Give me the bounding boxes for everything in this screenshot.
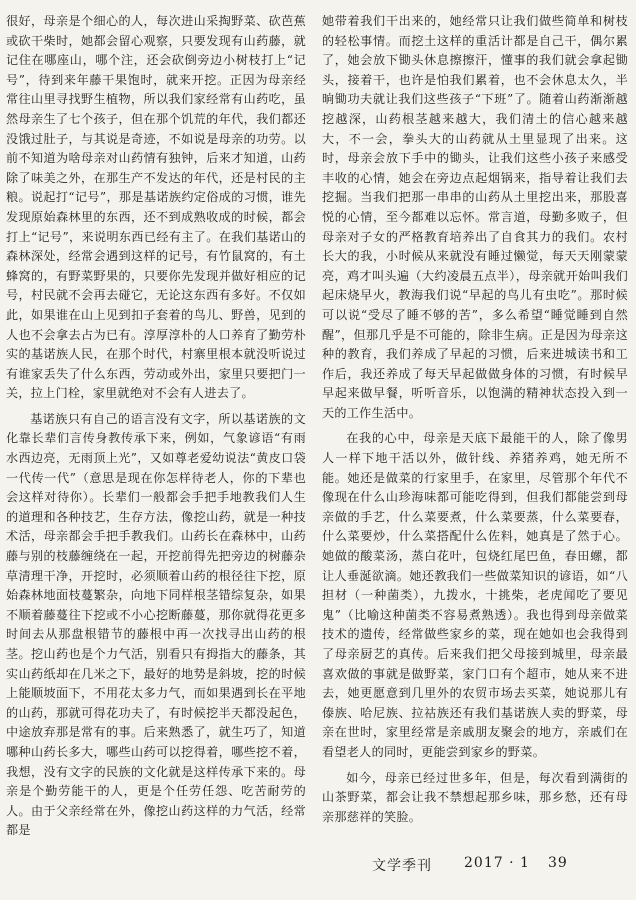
page-footer <box>372 853 612 877</box>
page-number: 39 <box>548 855 568 871</box>
paragraph: 基诺族只有自己的语言没有文字，所以基诺族的文化靠长辈们言传身教传承下来，例如，气象谚语“有雨水西边亮，无雨顶上光”，又如尊老爱幼说法“黄皮口袋一代传一代”（意思是现在你怎样待老人，你的下辈也会这样对待你）。长辈们一般都会手把手地教我们人生的道理和各种技艺，生存方法，像挖山药，就是一种技术活，母亲都会手把手教我们。山药长在森林中，山药藤与别的枝藤缠绕在一起，开挖前得先把旁边的树藤杂草清理干净，开挖时，必须顺着山药的根径往下挖，原始森林地面枝蔓繁杂，向地下同样根茎错综复杂，如果不顺着藤蔓往下挖或不小心挖断藤蔓，那你就得花更多时间去从那盘根错节的藤根中再一次找寻出山药的根茎。挖山药也是个力气活，别看只有拇指大的藤条，其实山药纸却在几米之下，最好的地势是斜坡，挖的时候上能顺坡面下，不用花太多力气，而如果遇到长在平地的山药，那就可得花功夫了，有时候挖半天都没起色，中途放弃那是常有的事。后来熟悉了，就生巧了，知道哪种山药长多大，哪些山药可以挖得着，哪些挖不着，我想，没有文字的民族的文化就是这样传承下来的。母亲是个勤劳能干的人，更是个任劳任怨、吃苦耐劳的人。由于父亲经常在外，像挖山药这样的力气活，经常都是 <box>6 411 306 838</box>
magazine-name: 文学季刊 <box>372 858 432 874</box>
left-column <box>6 12 306 841</box>
paragraph: 她带着我们干出来的，她经常只让我们做些简单和树枝的轻松事情。而挖土这样的重活计都是自己干，偶尔累了，她会放下锄头休息擦擦汗，懂事的我们就会拿起锄头，接着干，也许是怕我们累着，也不会休息太久，半晌锄功夫就让我们这些孩子“下班”了。随着山药渐渐越挖越深，山药根茎越来越大，我们清土的信心越来越大，不一会，拳头大的山药就从土里显现了出来。这时，母亲会放下手中的锄头，让我们这些小孩子来感受丰收的心情，她会在旁边点起烟锅来，指导着让我们去挖掘。当我们把那一串串的山药从土里挖出来，那股喜悦的心情，至今都难以忘怀。常言道，母勤多败子，但母亲对子女的严格教育培养出了自食其力的我们。农村长大的我，小时候从来就没有睡过懒觉，每天天刚蒙蒙亮，鸡才叫头遍（大约凌晨五点半），母亲就开始叫我们起床烧早火，教海我们说“早起的鸟儿有虫吃”。那时候可以说“受尽了睡不够的苦”，多么希望“睡觉睡到自然醒”，但那几乎是不可能的，除非生病。正是因为母亲这种的教育，我们养成了早起的习惯，后来进城读书和工作后，我还养成了每天早起做做身体的习惯，有时候早早起来做早餐，听听音乐，以饱满的精神状态投入到一天的工作生活中。 <box>322 14 628 420</box>
paragraph: 如今，母亲已经过世多年，但是，每次看到满街的山茶野菜，都会让我不禁想起那乡味，那乡愁，还有母亲那慈祥的笑脸。 <box>322 770 628 824</box>
right-column <box>322 12 628 827</box>
paragraph: 很好，母亲是个细心的人，每次进山采掏野菜、砍芭蕉或砍干柴时，她都会留心观察，只要发现有山药藤，就记住在哪座山，哪个注，还会砍倒旁边小树枝打上“记号”，待到来年藤干果饱时，就来开挖。正因为母亲经常往山里寻找野生植物，所以我们家经常有山药吃，虽然母亲生了七个孩子，但在那个饥荒的年代，我们都还没饿过肚子，与其说是奇迹，不如说是母亲的功劳。以前不知道为啥母亲对山药情有独钟，后来才知道，山药除了味美之外，在那生产不发达的年代，还是村民的主粮。说起打“记号”，那是基诺族约定俗成的习惯，谁先发现原始森林里的东西，还不到成熟收成的时候，都会打上“记号”，来说明东西已经有主了。在我们基诺山的森林深处，经常会遇到这样的记号，有竹鼠窝的，有土蜂窝的，有野菜野果的，只要你先发现并做好相应的记号，村民就不会再去碰它，无论这东西有多好。不仅如此，如果谁在山上见到扣子套着的鸟儿、野兽，见到的人也不会拿去占为已有。淳厚淳朴的人口养育了勤劳朴实的基诺族人民，在那个时代，村寨里根本就没听说过有谁家丢失了什么东西，劳动或外出，家里只要把门一关，拉上门栓，家里就绝对不会有人进去了。 <box>6 14 306 401</box>
paragraph: 在我的心中，母亲是天底下最能干的人，除了像男人一样下地干活以外，做针线、养猪养鸡，她无所不能。她还是做菜的行家里手，在家里，尽管那个年代不像现在什么山珍海味都可能吃得到，但我们都能尝到母亲做的手艺，什么菜要煮，什么菜要蒸，什么菜要春，什么菜要炒，什么菜搭配什么佐料，她真是了然于心。她做的酸菜汤，蒸白花叶，包烧红尾巴鱼，春田螺，都让人垂涎欲滴。她还教我们一些做菜知识的谚语，如“八担材（一种菌类），九拨水，十挑柴，老虎闻吃了要见鬼”（比喻这种菌类不容易煮熟透）。我也得到母亲做菜技术的遗传，经常做些家乡的菜，现在她如也会我得到了母亲厨艺的真传。后来我们把父母接到城里，母亲最喜欢做的事就是做野菜，家门口有个超市，她从来不进去，她更愿意到几里外的农贸市场去买菜，她说那儿有傣族、哈尼族、拉祜族还有我们基诺族人卖的野菜，母亲在世时，家里经常是亲戚朋友聚会的地方，亲戚们在看望老人的同时，更能尝到家乡的野菜。 <box>322 431 628 759</box>
issue-number: 2017 · 1 <box>464 855 530 871</box>
